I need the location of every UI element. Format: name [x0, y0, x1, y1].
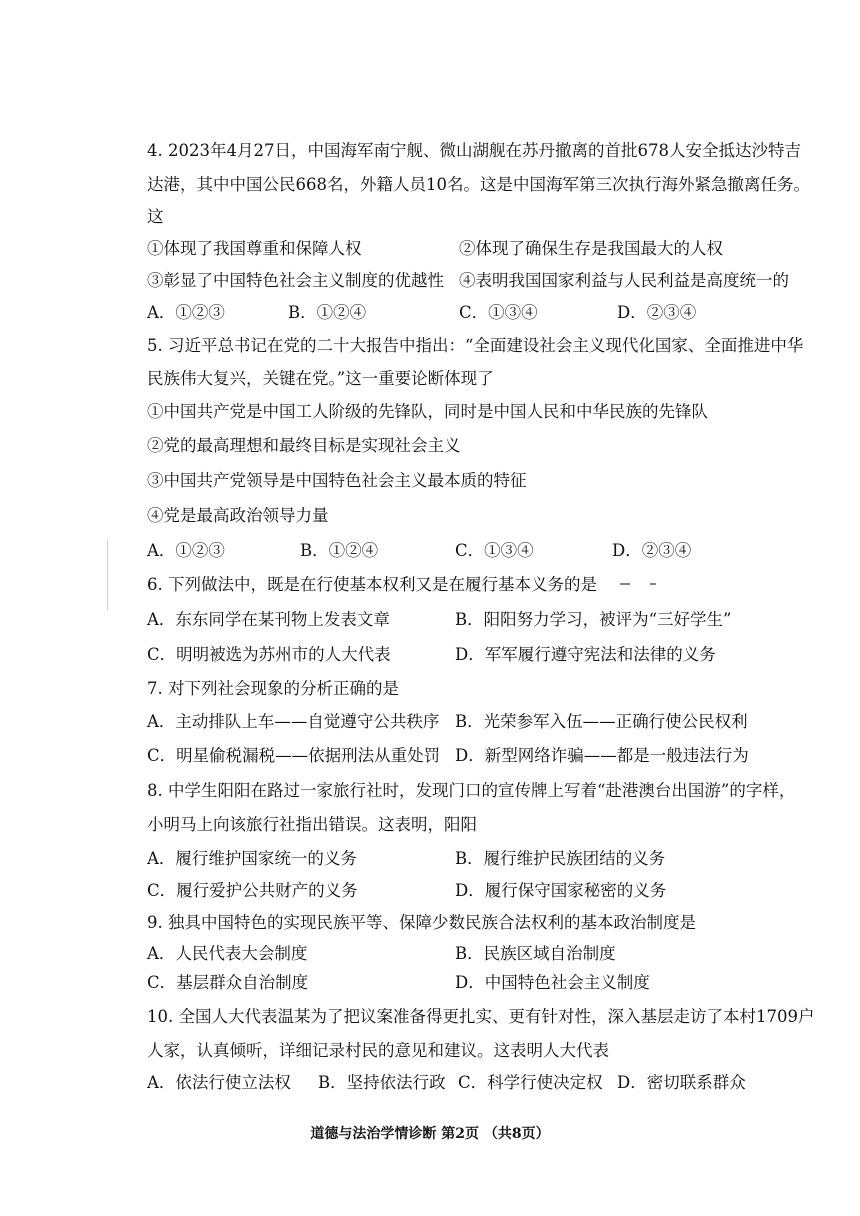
- q4-stem-line-2: 达港，其中中国公民668名，外籍人员10名。这是中国海军第三次执行海外紧急撤离任务。: [147, 175, 810, 194]
- q6-option-c: C．明明被选为苏州市的人大代表: [147, 645, 391, 664]
- q9-option-c: C．基层群众自治制度: [147, 973, 309, 992]
- q8-option-b: B．履行维护民族团结的义务: [455, 849, 666, 868]
- q4-option-c: C．①③④: [459, 303, 538, 322]
- q10-stem-line-2: 人家，认真倾听，详细记录村民的意见和建议。这表明人大代表: [147, 1041, 609, 1060]
- q7-option-a: A．主动排队上车——自觉遵守公共秩序: [147, 712, 440, 731]
- q4-option-b: B．①②④: [288, 303, 367, 322]
- q5-statement-4: ④党是最高政治领导力量: [147, 506, 329, 525]
- q8-option-d: D．履行保守国家秘密的义务: [455, 881, 667, 900]
- q9-stem: 9. 独具中国特色的实现民族平等、保障少数民族合法权利的基本政治制度是: [147, 913, 696, 932]
- q10-option-d: D．密切联系群众: [617, 1073, 746, 1092]
- q8-option-c: C．履行爱护公共财产的义务: [147, 881, 358, 900]
- q8-stem-line-1: 8. 中学生阳阳在路过一家旅行社时，发现门口的宣传牌上写着“赴港澳台出国游”的字样，: [147, 781, 796, 800]
- q5-option-c: C．①③④: [455, 541, 534, 560]
- q5-option-d: D．②③④: [612, 541, 692, 560]
- q10-option-a: A．依法行使立法权: [147, 1073, 291, 1092]
- q5-stem-line-1: 5. 习近平总书记在党的二十大报告中指出：“全面建设社会主义现代化国家、全面推进中华: [147, 336, 804, 355]
- q5-statement-2: ②党的最高理想和最终目标是实现社会主义: [147, 436, 461, 455]
- q4-option-a: A．①②③: [147, 303, 225, 322]
- q4-stem-line-3: 这: [147, 207, 164, 226]
- q10-stem-line-1: 10. 全国人大代表温某为了把议案准备得更扎实、更有针对性，深入基层走访了本村1709户: [147, 1007, 815, 1026]
- q7-option-b: B．光荣参军入伍——正确行使公民权利: [455, 712, 748, 731]
- q7-option-d: D．新型网络诈骗——都是一般违法行为: [455, 746, 749, 765]
- q5-statement-1: ①中国共产党是中国工人阶级的先锋队，同时是中国人民和中华民族的先锋队: [147, 402, 708, 421]
- q6-option-b: B．阳阳努力学习，被评为“三好学生”: [455, 610, 732, 629]
- q8-stem-line-2: 小明马上向该旅行社指出错误。这表明，阳阳: [147, 815, 477, 834]
- q5-stem-line-2: 民族伟大复兴，关键在党。”这一重要论断体现了: [147, 369, 494, 388]
- scan-speck: [620, 583, 630, 585]
- q9-option-d: D．中国特色社会主义制度: [455, 973, 650, 992]
- scan-speck: [650, 583, 656, 585]
- q10-option-b: B．坚持依法行政: [318, 1073, 446, 1092]
- q5-option-b: B．①②④: [300, 541, 379, 560]
- q6-stem: 6. 下列做法中，既是在行使基本权利又是在履行基本义务的是: [147, 575, 597, 594]
- q10-option-c: C．科学行使决定权: [458, 1073, 603, 1092]
- q8-option-a: A．履行维护国家统一的义务: [147, 849, 357, 868]
- q6-option-d: D．军军履行遵守宪法和法律的义务: [455, 645, 716, 664]
- q7-option-c: C．明星偷税漏税——依据刑法从重处罚: [147, 746, 441, 765]
- page-footer: 道德与法治学情诊断 第2页 （共8页）: [310, 1126, 550, 1142]
- q4-statement-3: ③彰显了中国特色社会主义制度的优越性: [147, 271, 444, 290]
- q6-option-a: A．东东同学在某刊物上发表文章: [147, 610, 390, 629]
- q4-statement-2: ②体现了确保生存是我国最大的人权: [459, 239, 723, 258]
- q7-stem: 7. 对下列社会现象的分析正确的是: [147, 679, 399, 698]
- q4-stem-line-1: 4. 2023年4月27日，中国海军南宁舰、微山湖舰在苏丹撤离的首批678人安全抵达沙特吉: [147, 141, 801, 160]
- q4-statement-1: ①体现了我国尊重和保障人权: [147, 239, 362, 258]
- q5-statement-3: ③中国共产党领导是中国特色社会主义最本质的特征: [147, 471, 527, 490]
- q4-option-d: D．②③④: [617, 303, 697, 322]
- q9-option-a: A．人民代表大会制度: [147, 944, 308, 963]
- scan-margin-mark: [107, 540, 108, 610]
- q4-statement-4: ④表明我国国家利益与人民利益是高度统一的: [459, 271, 789, 290]
- q5-option-a: A．①②③: [147, 541, 225, 560]
- q9-option-b: B．民族区域自治制度: [455, 944, 616, 963]
